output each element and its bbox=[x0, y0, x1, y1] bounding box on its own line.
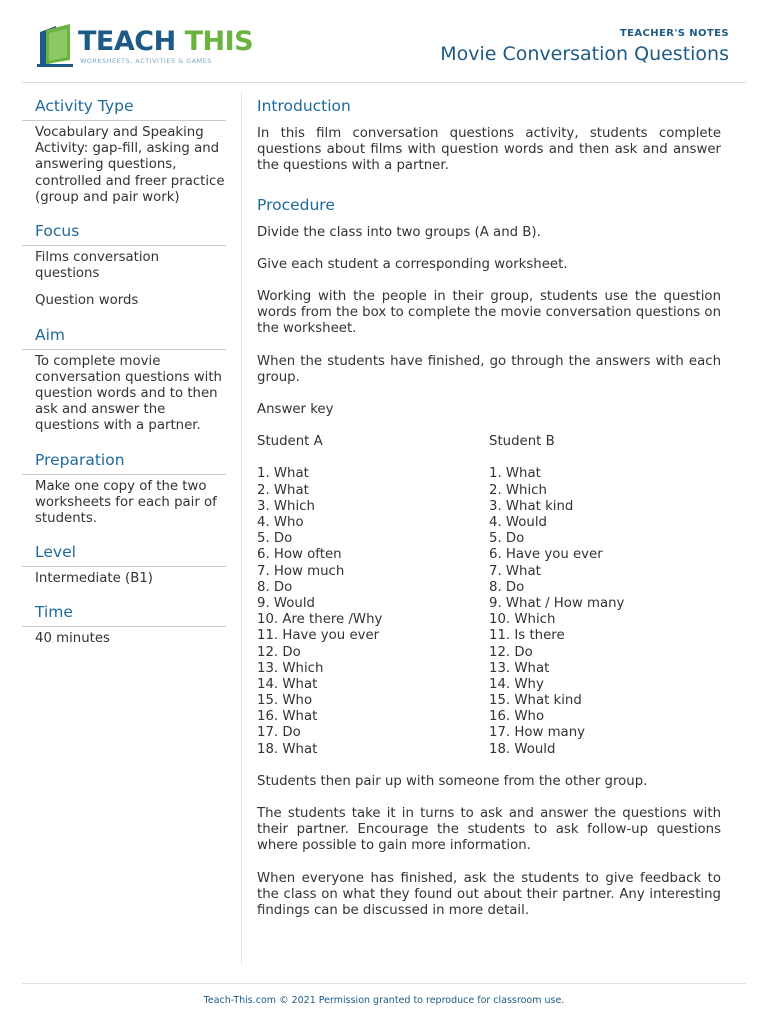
teachers-notes-label: TEACHER'S NOTES bbox=[619, 28, 729, 39]
preparation-heading: Preparation bbox=[22, 446, 226, 475]
preparation-section bbox=[22, 446, 226, 528]
aim-text: To complete movie conversation questions with question words and to then ask and answer the questions with a partner. bbox=[35, 353, 222, 434]
logo-tagline: WORKSHEETS, ACTIVITIES & GAMES bbox=[80, 58, 212, 65]
answer-item: 18. What bbox=[257, 741, 318, 757]
student-a-heading: Student A bbox=[257, 434, 323, 450]
answer-item: 10. Are there /Why bbox=[257, 612, 383, 628]
procedure-paragraph: When the students have finished, go through the answers with each group. bbox=[257, 353, 721, 385]
main-content bbox=[257, 92, 721, 935]
answer-item: 17. How many bbox=[489, 725, 586, 741]
student-b-heading: Student B bbox=[489, 434, 555, 450]
answer-item: 9. What / How many bbox=[489, 595, 625, 611]
time-section bbox=[22, 598, 226, 647]
logo-wordmark: TEACH THIS bbox=[78, 26, 254, 57]
answer-item: 11. Have you ever bbox=[257, 628, 380, 644]
introduction-heading: Introduction bbox=[257, 97, 351, 115]
procedure-paragraph: Working with the people in their group, students use the question words from the box to complete the movie conversation questions on the worksheet. bbox=[257, 289, 721, 337]
answer-item: 12. Do bbox=[257, 644, 301, 660]
level-heading: Level bbox=[22, 538, 226, 567]
answer-key-label: Answer key bbox=[257, 402, 334, 418]
time-text: 40 minutes bbox=[35, 631, 110, 647]
level-text: Intermediate (B1) bbox=[35, 571, 153, 587]
answer-item: 2. Which bbox=[489, 482, 547, 498]
time-heading: Time bbox=[22, 598, 226, 627]
student-b-answers bbox=[489, 434, 721, 758]
answer-item: 18. Would bbox=[489, 741, 556, 757]
answer-item: 1. What bbox=[489, 466, 541, 482]
answer-item: 2. What bbox=[257, 482, 309, 498]
answer-item: 3. Which bbox=[257, 498, 315, 514]
answer-item: 14. What bbox=[257, 676, 318, 692]
answer-item: 14. Why bbox=[489, 676, 544, 692]
activity-type-heading: Activity Type bbox=[22, 92, 226, 121]
aim-section bbox=[22, 321, 226, 435]
procedure-paragraph: Divide the class into two groups (A and B). bbox=[257, 224, 541, 240]
answer-item: 10. Which bbox=[489, 612, 556, 628]
header-divider bbox=[22, 82, 746, 83]
book-logo-icon bbox=[36, 24, 76, 68]
closing-paragraph: When everyone has finished, ask the students to give feedback to the class on what they found out about their partner. Any interesting findings can be discussed in more detail. bbox=[257, 870, 721, 919]
answer-item: 17. Do bbox=[257, 725, 301, 741]
procedure-paragraph: Give each student a corresponding worksheet. bbox=[257, 256, 568, 272]
footer-divider bbox=[22, 983, 746, 984]
answer-item: 15. Who bbox=[257, 693, 313, 709]
closing-paragraph: The students take it in turns to ask and answer the questions with their partner. Encourage the students to ask follow-up questions where possible to gain more information. bbox=[257, 806, 721, 854]
introduction-text: In this film conversation questions activity, students complete questions about films with question words and then ask and answer the questions with a partner. bbox=[257, 126, 721, 174]
answer-item: 13. Which bbox=[257, 660, 324, 676]
activity-type-section bbox=[22, 92, 226, 206]
sidebar bbox=[22, 92, 226, 659]
page-header bbox=[0, 0, 768, 90]
focus-item: Question words bbox=[35, 293, 139, 309]
answer-item: 11. Is there bbox=[489, 628, 565, 644]
answer-item: 15. What kind bbox=[489, 693, 582, 709]
answer-item: 5. Do bbox=[257, 531, 293, 547]
answer-item: 3. What kind bbox=[489, 498, 574, 514]
answer-item: 16. What bbox=[257, 709, 318, 725]
aim-heading: Aim bbox=[22, 321, 226, 350]
activity-type-text: Vocabulary and Speaking Activity: gap-fill, asking and answering questions, controlled and freer practice (group and pair work) bbox=[35, 125, 225, 205]
preparation-text: Make one copy of the two worksheets for each pair of students. bbox=[35, 478, 217, 527]
answer-item: 4. Who bbox=[257, 515, 304, 530]
student-b-list bbox=[489, 466, 721, 757]
focus-section bbox=[22, 217, 226, 310]
answer-item: 4. Would bbox=[489, 515, 547, 530]
teach-this-logo bbox=[36, 24, 254, 70]
column-divider bbox=[241, 92, 242, 964]
answer-item: 6. How often bbox=[257, 547, 342, 563]
closing-paragraph: Students then pair up with someone from the other group. bbox=[257, 773, 648, 789]
answer-item: 9. Would bbox=[257, 595, 315, 611]
student-a-answers bbox=[257, 434, 489, 758]
answer-item: 12. Do bbox=[489, 644, 533, 660]
answer-item: 13. What bbox=[489, 660, 550, 676]
page-title: Movie Conversation Questions bbox=[440, 43, 729, 65]
answer-item: 7. What bbox=[489, 563, 541, 579]
answer-item: 7. How much bbox=[257, 563, 345, 579]
answer-item: 6. Have you ever bbox=[489, 547, 603, 563]
answer-item: 1. What bbox=[257, 466, 309, 482]
answer-key bbox=[257, 434, 721, 758]
answer-item: 16. Who bbox=[489, 709, 545, 725]
procedure-heading: Procedure bbox=[257, 195, 335, 214]
focus-heading: Focus bbox=[22, 217, 226, 246]
answer-item: 8. Do bbox=[257, 579, 293, 595]
level-section bbox=[22, 538, 226, 587]
footer-copyright: Teach-This.com © 2021 Permission granted to reproduce for classroom use. bbox=[203, 995, 565, 1006]
answer-item: 8. Do bbox=[489, 579, 525, 595]
focus-item: Films conversation questions bbox=[35, 250, 160, 282]
answer-item: 5. Do bbox=[489, 531, 525, 547]
student-a-list bbox=[257, 466, 489, 757]
